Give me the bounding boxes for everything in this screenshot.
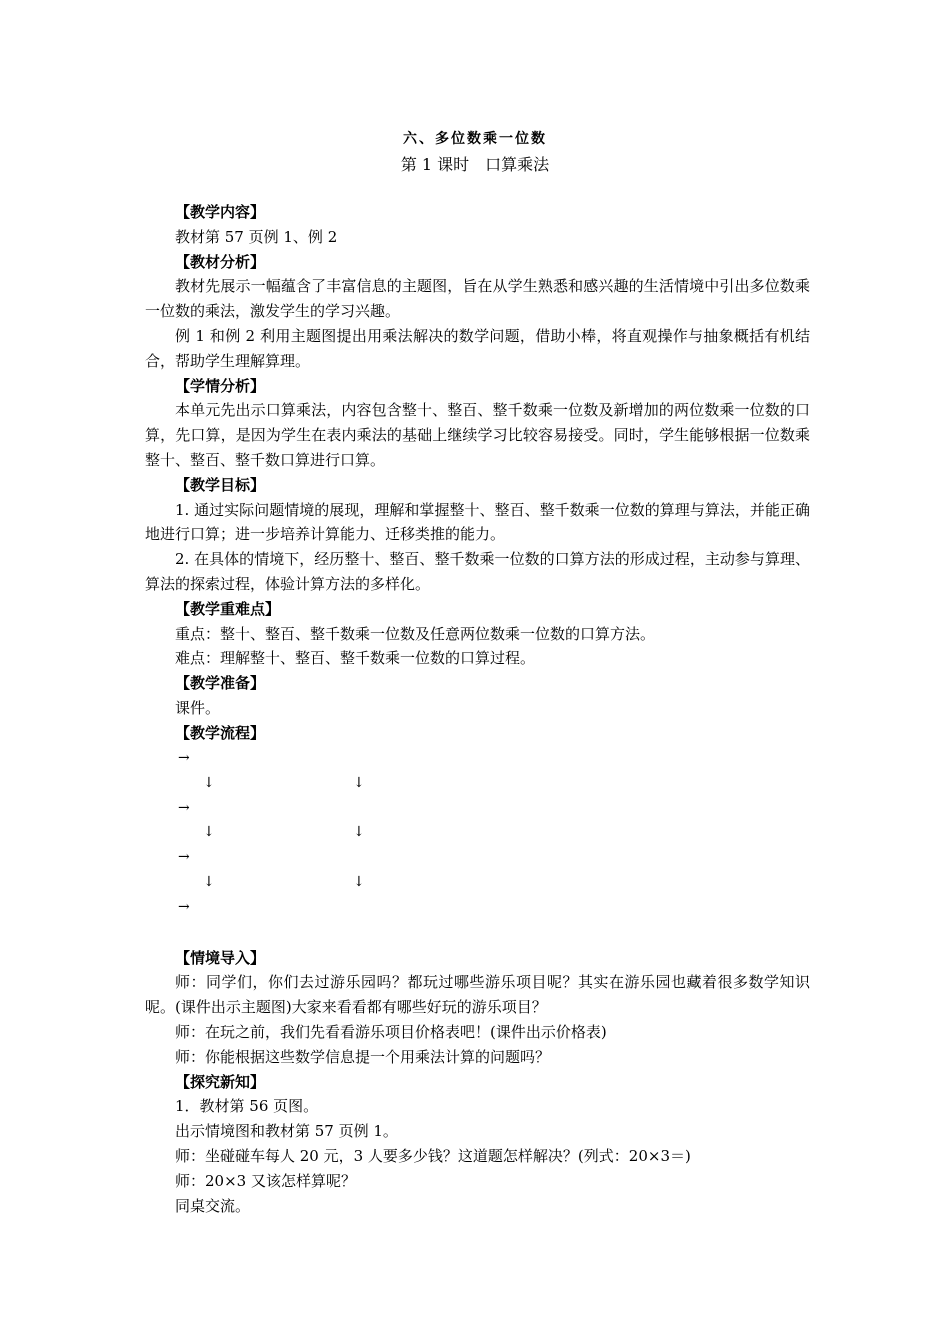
explore-p5: 同桌交流。 — [175, 1196, 251, 1215]
explore-p4: 师：20×3 又该怎样算呢？ — [175, 1171, 356, 1190]
introduction-p2: 师：在玩之前，我们先看看游乐项目价格表吧！(课件出示价格表) — [175, 1022, 607, 1041]
teaching-goal-1: 1. 通过实际问题情境的展现，理解和掌握整十、整百、整千数乘一位数的算理与算法，并能正确地进行口算；进一步培养计算能力、迁移类推的能力。 — [145, 500, 810, 544]
explore-p2: 出示情境图和教材第 57 页例 1。 — [175, 1122, 398, 1141]
lesson-title: 第 1 课时 口算乘法 — [400, 155, 550, 174]
heading-student-analysis: 【学情分析】 — [175, 376, 266, 395]
right-arrow-icon: → — [178, 898, 190, 915]
down-arrow-icon: ↓ — [353, 823, 365, 840]
heading-teaching-content: 【教学内容】 — [175, 203, 266, 221]
teaching-flow-chart — [145, 746, 810, 946]
heading-teaching-goals: 【教学目标】 — [175, 475, 266, 494]
explore-p3: 师：坐碰碰车每人 20 元，3 人要多少钱？这道题怎样解决？(列式：20×3＝) — [175, 1146, 691, 1165]
unit-title: 六、多位数乘一位数 — [403, 131, 547, 147]
teaching-goal-2: 2. 在具体的情境下，经历整十、整百、整千数乘一位数的口算方法的形成过程，主动参与算理、算法的探索过程，体验计算方法的多样化。 — [145, 550, 810, 593]
down-arrow-icon: ↓ — [203, 823, 215, 840]
down-arrow-icon: ↓ — [353, 774, 365, 791]
heading-key-points: 【教学重难点】 — [175, 599, 281, 618]
preparation-text: 课件。 — [175, 698, 221, 717]
heading-introduction: 【情境导入】 — [175, 948, 266, 967]
heading-explore-new: 【探究新知】 — [175, 1072, 266, 1091]
key-point: 重点：整十、整百、整千数乘一位数及任意两位数乘一位数的口算方法。 — [175, 624, 656, 643]
heading-textbook-analysis: 【教材分析】 — [175, 252, 266, 271]
explore-p1: 1．教材第 56 页图。 — [175, 1097, 319, 1116]
teaching-content-text: 教材第 57 页例 1、例 2 — [175, 227, 338, 246]
student-analysis-p1: 本单元先出示口算乘法，内容包含整十、整百、整千数乘一位数及新增加的两位数乘一位数的口算，先口算，是因为学生在表内乘法的基础上继续学习比较容易接受。同时，学生能够根据一位数乘整十、整百、整千数口算进行口算。 — [145, 401, 810, 469]
textbook-analysis-p1: 教材先展示一幅蕴含了丰富信息的主题图，旨在从学生熟悉和感兴趣的生活情境中引出多位数乘一位数的乘法，激发学生的学习兴趣。 — [145, 277, 810, 321]
down-arrow-icon: ↓ — [353, 873, 365, 890]
down-arrow-icon: ↓ — [203, 873, 215, 890]
introduction-p1: 师：同学们，你们去过游乐园吗？都玩过哪些游乐项目呢？其实在游乐园也藏着很多数学知识呢。(课件出示主题图)大家来看看都有哪些好玩的游乐项目？ — [145, 973, 810, 1017]
right-arrow-icon: → — [178, 799, 190, 816]
heading-teaching-flow: 【教学流程】 — [175, 723, 266, 742]
right-arrow-icon: → — [178, 848, 190, 865]
heading-preparation: 【教学准备】 — [175, 674, 266, 693]
down-arrow-icon: ↓ — [203, 774, 215, 791]
introduction-p3: 师：你能根据这些数学信息提一个用乘法计算的问题吗？ — [175, 1047, 551, 1066]
right-arrow-icon: → — [178, 749, 190, 766]
lesson-content — [145, 200, 810, 1218]
textbook-analysis-p2: 例 1 和例 2 利用主题图提出用乘法解决的数学问题，借助小棒，将直观操作与抽象概括有机结合，帮助学生理解算理。 — [145, 326, 810, 370]
difficult-point: 难点：理解整十、整百、整千数乘一位数的口算过程。 — [175, 649, 536, 668]
